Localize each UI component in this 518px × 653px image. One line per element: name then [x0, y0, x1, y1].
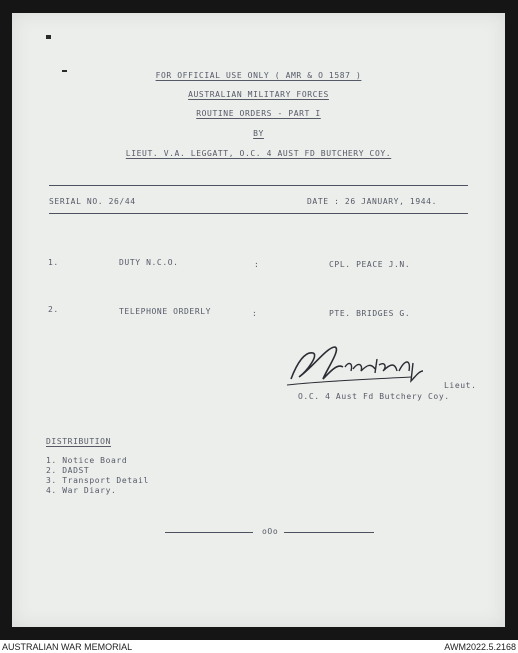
item-title: TELEPHONE ORDERLY	[119, 307, 212, 316]
orders-title: ROUTINE ORDERS - PART I	[196, 109, 321, 118]
distribution-item: 3. Transport Detail	[46, 476, 149, 485]
item-separator: :	[254, 260, 260, 269]
distribution-item: 4. War Diary.	[46, 486, 117, 495]
end-rule-left	[165, 532, 253, 533]
footer-credit: AUSTRALIAN WAR MEMORIAL	[2, 642, 133, 652]
end-mark: oOo	[262, 527, 279, 536]
bottom-rule	[49, 213, 468, 214]
distribution-item: 1. Notice Board	[46, 456, 128, 465]
signatory-role: O.C. 4 Aust Fd Butchery Coy.	[298, 392, 450, 401]
by-line: BY	[253, 129, 264, 138]
security-classification: FOR OFFICIAL USE ONLY ( AMR & O 1587 )	[155, 71, 362, 80]
end-rule-right	[284, 532, 374, 533]
issuing-officer: LIEUT. V.A. LEGGATT, O.C. 4 AUST FD BUTCHERY COY.	[125, 149, 392, 158]
order-date: DATE : 26 JANUARY, 1944.	[307, 197, 437, 206]
distribution-item: 2. DADST	[46, 466, 90, 475]
item-separator: :	[252, 309, 258, 318]
punch-mark	[46, 35, 51, 39]
item-number: 2.	[48, 305, 59, 314]
distribution-heading: DISTRIBUTION	[46, 437, 111, 446]
item-value: CPL. PEACE J.N.	[329, 260, 411, 269]
signatory-rank: Lieut.	[444, 381, 477, 390]
handwritten-signature	[283, 341, 443, 389]
document-page	[12, 13, 505, 627]
top-rule	[49, 185, 468, 186]
unit-force: AUSTRALIAN MILITARY FORCES	[188, 90, 329, 99]
footer-accession-number: AWM2022.5.2168	[444, 642, 516, 652]
item-value: PTE. BRIDGES G.	[329, 309, 411, 318]
item-title: DUTY N.C.O.	[119, 258, 179, 267]
item-number: 1.	[48, 258, 59, 267]
serial-number: SERIAL NO. 26/44	[49, 197, 136, 206]
